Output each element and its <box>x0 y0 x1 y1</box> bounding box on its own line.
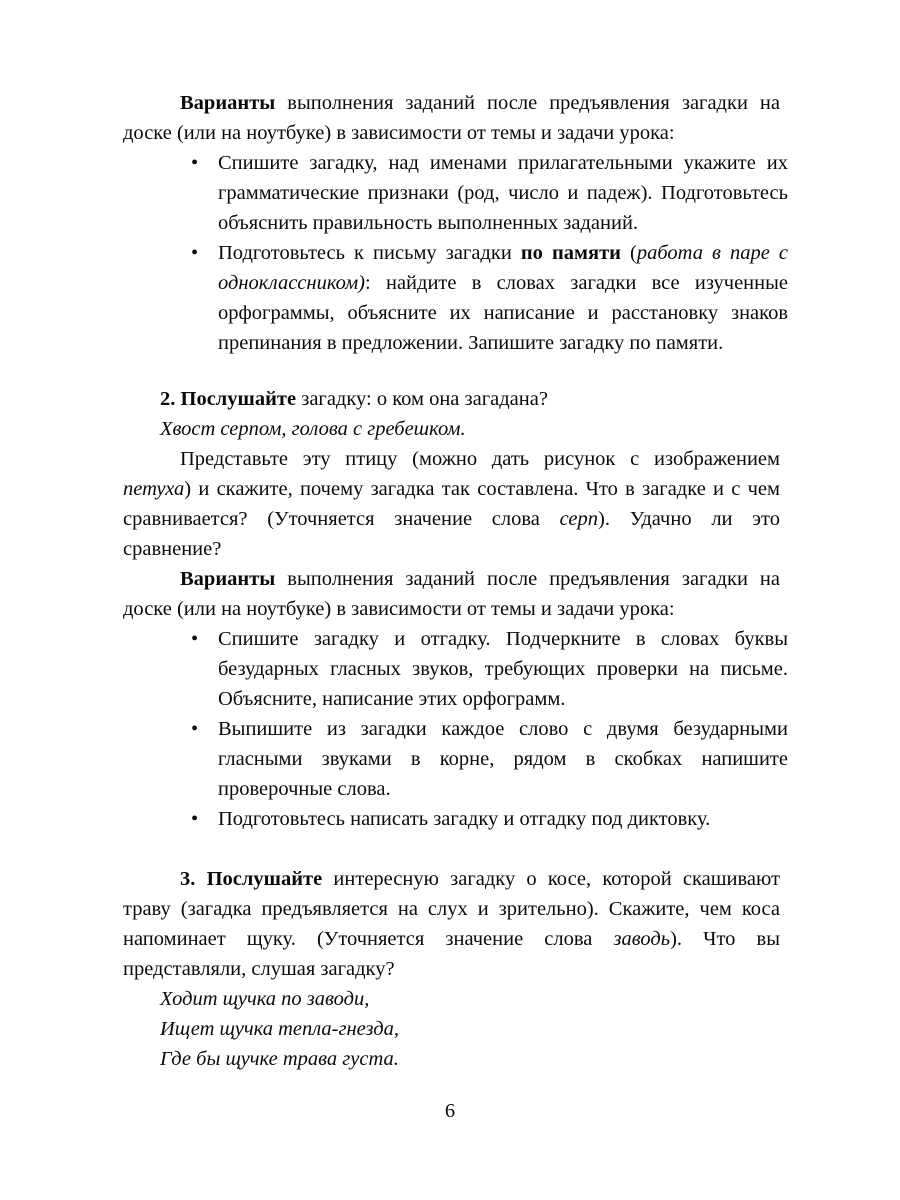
segment-normal: Представьте эту птицу (можно дать рисунок с изображением <box>180 448 780 470</box>
verse-line: Ищет щучка тепла-гнезда, <box>160 1018 399 1040</box>
variants-intro-paragraph-2 <box>123 564 780 624</box>
spacer <box>123 834 780 864</box>
task-3-lead: Послушайте <box>206 868 323 890</box>
list-item <box>123 804 788 834</box>
bullet-list-1 <box>123 148 788 358</box>
variants-lead-2: Варианты <box>180 568 276 590</box>
variants-intro-paragraph-1 <box>123 88 780 148</box>
segment-italic: работа в паре с одноклассником) <box>218 242 788 294</box>
verse-line: Где бы щучке трава густа. <box>160 1048 399 1070</box>
task-2-body-paragraph <box>123 444 780 564</box>
list-item <box>123 148 788 238</box>
task-2-riddle: Хвост серпом, голова с гребешком. <box>160 418 466 440</box>
verse-line: Ходит щучка по заводи, <box>160 988 370 1010</box>
list-item-text: Спишите загадку и отгадку. Подчеркните в словах буквы безударных гласных звуков, требующих проверки на письме. Объясните, написание этих орфограмм. <box>218 628 788 710</box>
list-item <box>123 714 788 804</box>
segment-normal: ( <box>620 242 637 264</box>
list-item <box>123 238 788 358</box>
spacer <box>123 358 780 384</box>
segment-normal: ) и скажите, почему загадка так составлена. Что в загадке и с чем сравнивается? (Уточняется значение слова <box>123 478 780 530</box>
segment-normal: ). Что вы представляли, слушая загадку? <box>123 928 781 980</box>
segment-normal: : найдите в словах загадки все изученные орфограммы, объясните их написание и расстановку знаков препинания в предложении. Запишите загадку по памяти. <box>218 272 788 354</box>
task-2-heading <box>123 384 780 414</box>
list-item-text: Спишите загадку, над именами прилагательными укажите их грамматические признаки (род, число и падеж). Подготовьтесь объяснить правильность выполненных заданий. <box>218 152 788 234</box>
variants-lead-1: Варианты <box>180 92 276 114</box>
task-2-rest: загадку: о ком она загадана? <box>296 388 548 410</box>
bullet-dot-icon: • <box>191 242 199 264</box>
page-number: 6 <box>444 1100 456 1122</box>
segment-normal: интересную загадку о косе, которой скашивают траву (загадка предъявляется на слух и зрительно). Скажите, чем коса напоминает щуку. (Уточняется значение слова <box>123 868 780 950</box>
variants-rest-1: выполнения заданий после предъявления загадки на доске (или на ноутбуке) в зависимости от темы и задачи урока: <box>123 92 780 144</box>
list-item-text <box>218 238 788 358</box>
segment-italic: серп <box>559 508 599 530</box>
bullet-dot-icon: • <box>191 152 199 174</box>
task-2-lead: Послушайте <box>180 388 297 410</box>
list-item-text: Выпишите из загадки каждое слово с двумя безударными гласными звуками в корне, рядом в скобках напишите проверочные слова. <box>218 718 788 800</box>
task-2-number: 2. <box>160 388 176 410</box>
segment-italic: заводь <box>613 928 671 950</box>
list-item-text: Подготовьтесь написать загадку и отгадку под диктовку. <box>218 808 711 830</box>
bullet-dot-icon: • <box>191 808 199 830</box>
bullet-dot-icon: • <box>191 628 199 650</box>
bullet-list-2 <box>123 624 788 834</box>
segment-italic: петуха <box>123 478 185 500</box>
page-content <box>123 88 788 1074</box>
list-item <box>123 624 788 714</box>
segment-bold: по памяти <box>520 242 621 264</box>
segment-normal: Подготовьтесь к письму загадки <box>218 242 521 264</box>
variants-rest-2: выполнения заданий после предъявления загадки на доске (или на ноутбуке) в зависимости от темы и задачи урока: <box>123 568 780 620</box>
task-3-verse <box>123 984 780 1074</box>
bullet-dot-icon: • <box>191 718 199 740</box>
segment-normal: ). Удачно ли это сравнение? <box>123 508 780 560</box>
task-3-number: 3. <box>180 868 196 890</box>
task-3-paragraph <box>123 864 780 984</box>
